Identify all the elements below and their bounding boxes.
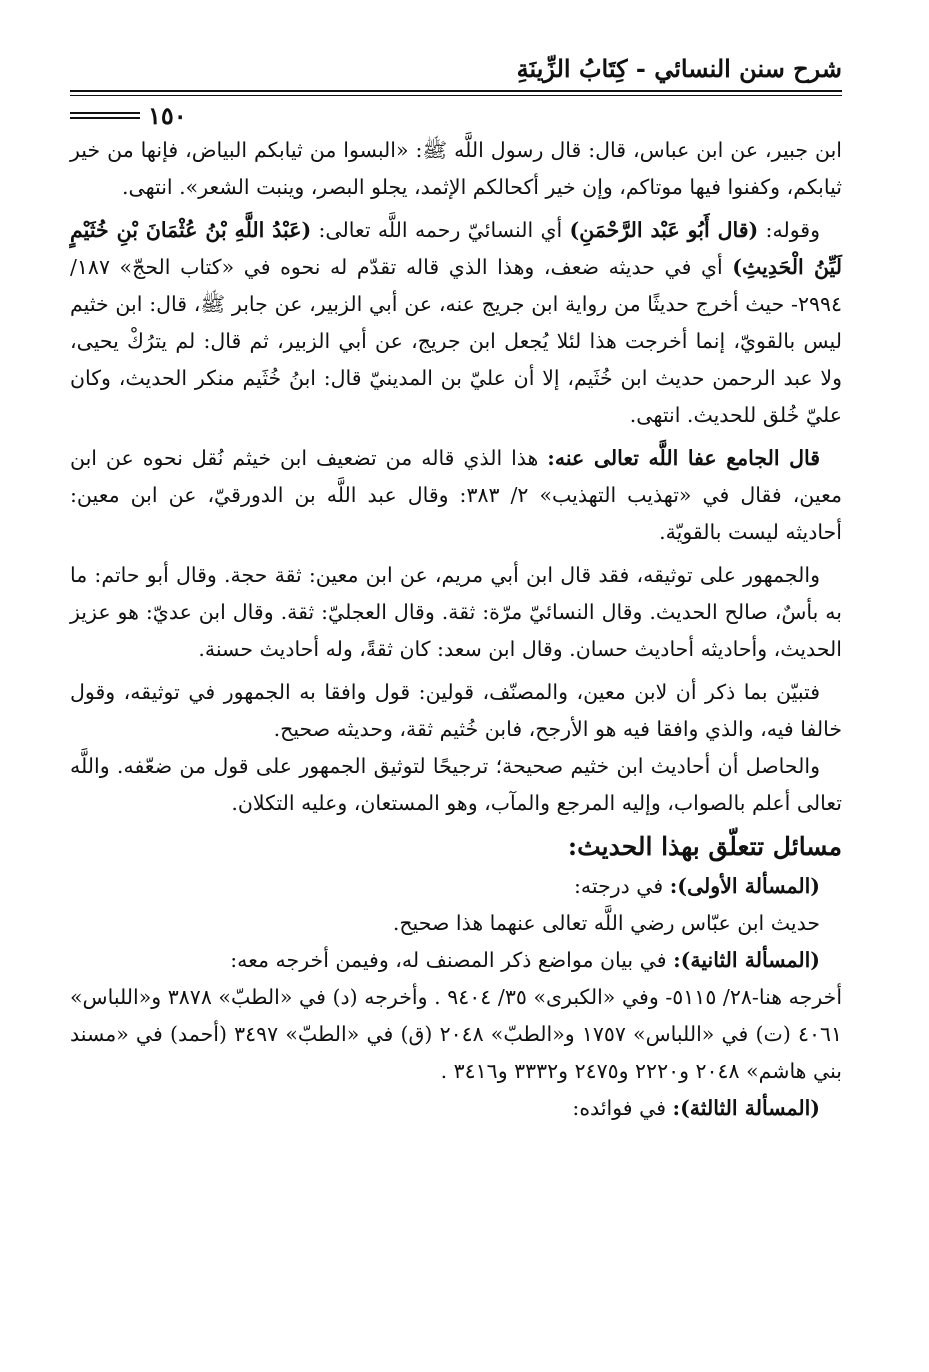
page-number: ١٥٠: [148, 100, 187, 130]
question-2-title: (المسألة الثانية):: [673, 948, 820, 972]
paragraph-conclusion: والحاصل أن أحاديث ابن خثيم صحيحة؛ ترجيحًا لتوثيق الجمهور على قول من ضعّفه. واللَّه تعالى أعلم بالصواب، وإليه المرجع والمآب، وهو المستعان، وعليه التكلان.: [70, 754, 842, 815]
question-3-subject: في فوائده:: [572, 1096, 673, 1120]
paragraph-compiler-note: [70, 440, 842, 551]
commentary-mid: أي النسائيّ رحمه اللَّه تعالى:: [311, 218, 570, 242]
header-rule-thin: [70, 95, 842, 96]
section-heading: مسائل تتعلّق بهذا الحديث:: [567, 832, 842, 861]
compiler-note-text: هذا الذي قاله من تضعيف ابن خيثم نُقل نحوه عن ابن معين، فقال في «تهذيب التهذيب» ٢/ ٣٨٣: وقال عبد اللَّه بن الدورقيّ، عن ابن معين: أحاديثه ليست بالقويّة.: [70, 446, 842, 544]
question-2-subject: في بيان مواضع ذكر المصنف له، وفيمن أخرجه معه:: [230, 948, 674, 972]
question-1: [70, 868, 842, 905]
page-number-row: [70, 98, 842, 132]
question-1-title: (المسألة الأولى):: [669, 874, 820, 898]
question-1-subject: في درجته:: [573, 874, 670, 898]
paragraph-commentary: [70, 212, 842, 434]
running-header: [70, 40, 842, 84]
question-2-body: أخرجه هنا-٢٨/ ٥١١٥- وفي «الكبرى» ٣٥/ ٩٤٠٤ . وأخرجه (د) في «الطبّ» ٣٨٧٨ و«اللباس» ٤٠٦١ (ت) في «اللباس» ١٧٥٧ و«الطبّ» ٢٠٤٨ (ق) في «الطبّ» ٣٤٩٧ (أحمد) في «مسند بني هاشم» ٢٠٤٨ و٢٢٢٠ و٢٤٧٥ و٣٣٣٢ و٣٤١٦ .: [70, 985, 843, 1083]
question-3: [70, 1090, 842, 1127]
question-2: [70, 942, 842, 979]
page-body: [70, 132, 842, 1127]
running-title: شرح سنن النسائي - كِتَابُ الزِّينَةِ: [516, 54, 842, 83]
commentary-quote-1: (قال أَبُو عَبْد الرَّحْمَنِ): [569, 218, 759, 242]
question-1-body: حديث ابن عبّاس رضي اللَّه تعالى عنهما هذا صحيح.: [392, 911, 820, 935]
compiler-note-lead: قال الجامع عفا اللَّه تعالى عنه:: [547, 446, 821, 470]
paragraph-hadith: ابن جبير، عن ابن عباس، قال: قال رسول اللَّه ﷺ: «البسوا من ثيابكم البياض، فإنها من خير ثيابكم، وكفنوا فيها موتاكم، وإن خير أكحالكم الإثمد، يجلو البصر، وينبت الشعر». انتهى.: [70, 138, 842, 199]
book-page: [70, 40, 842, 1127]
commentary-rest: أي في حديثه ضعف، وهذا الذي قاله تقدّم له نحوه في «كتاب الحجّ» ١٨٧/ ٢٩٩٤- حيث أخرج حديثًا من رواية ابن جريج عنه، عن أبي الزبير، عن جابر ﷺ، قال: ابن خثيم ليس بالقويّ، إنما أخرجت هذا لئلا يُجعل ابن جريج، عن أبي الزبير، ثم قال: لم يترُكْ يحيى، ولا عبد الرحمن حديث ابن خُثَيم، إلا أن عليّ بن المدينيّ قال: ابنُ خُثَيم منكر الحديث، وكان عليّ خُلق للحديث. انتهى.: [70, 255, 842, 427]
commentary-quote-2: (عَبْدُ اللَّهِ بْنُ عُثْمَانَ بْنِ خُثَيْمٍ لَيِّنُ الْحَدِيثِ): [70, 218, 842, 279]
question-3-title: (المسألة الثالثة):: [672, 1096, 820, 1120]
paragraph-clarification: فتبيّن بما ذكر أن لابن معين، والمصنّف، قولين: قول وافقا به الجمهور في توثيقه، وقول خالفا فيه، والذي وافقا فيه هو الأرجح، فابن خُثيم ثقة، وحديثه صحيح.: [70, 680, 842, 741]
page-number-ornament: [70, 112, 140, 119]
commentary-lead: وقوله:: [758, 218, 820, 242]
paragraph-majority-view: والجمهور على توثيقه، فقد قال ابن أبي مريم، عن ابن معين: ثقة حجة. وقال أبو حاتم: ما به بأسٌ، صالح الحديث. وقال النسائيّ مرّة: ثقة. وقال العجليّ: ثقة. وقال ابن عديّ: هو عزيز الحديث، وأحاديثه أحاديث حسان. وقال ابن سعد: كان ثقةً، وله أحاديث حسنة.: [70, 563, 842, 661]
header-rule: [70, 90, 842, 92]
